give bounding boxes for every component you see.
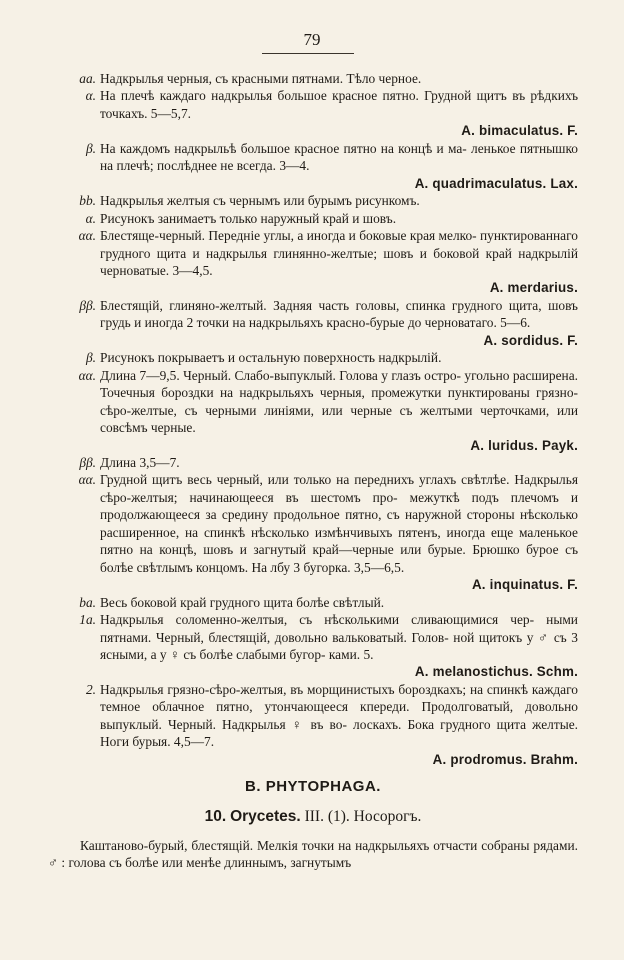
entry-line: промежутки пунктированы грязно-сѣро-желтые, съ черными линіями, [100, 385, 578, 418]
entry-marker: β. [85, 140, 96, 156]
entry-line: съ болѣе свѣтлымъ концомъ. На лбу 3 бугорка. 3,5—6,5. [100, 542, 578, 575]
key-entry [48, 70, 578, 87]
description-line: собраны рядами. ♂ : голова съ болѣе или менѣе длиннымъ, загнутымъ [48, 838, 578, 871]
key-entry [48, 349, 578, 366]
entry-line: ленькое пятнышко на плечѣ; послѣднее не всегда. 3—4. [100, 140, 579, 174]
species-name [100, 751, 578, 768]
key-entry [48, 454, 578, 471]
entry-line: Весь боковой край грудного щита болѣе свѣтлый. [100, 594, 385, 610]
entry-line: въ рѣдкихъ точкахъ. 5—5,7. [100, 88, 578, 121]
species-name [100, 279, 578, 296]
entry-line: или черные съ желтыми черточками, или совсѣмъ черные. [100, 402, 578, 436]
genus-rest: III. (1). Носорогъ. [304, 807, 422, 825]
entry-marker: ββ. [79, 454, 96, 470]
section-title: B. PHYTOPHAGA. [245, 778, 381, 796]
entry-line: нѣсколько измѣнчивыхъ пятенъ, иногда еще маленькое пятно на [100, 524, 578, 558]
species-label: A. luridus. Payk. [470, 437, 578, 453]
entry-text [100, 227, 578, 279]
entry-text [100, 681, 578, 751]
species-label: A. quadrimaculatus. Lax. [414, 175, 578, 191]
genus-name: Orycetes. [230, 807, 301, 825]
entry-line: до черноватаго. 5—6. [407, 315, 531, 331]
entry-line: Блестящій, глиняно-желтый. Задняя часть головы, спинка грудного [100, 297, 503, 313]
entry-marker: α. [85, 88, 96, 104]
entry-line: пятно, съ наружной стороны нѣсколько расширенное, на спинкѣ [100, 507, 578, 540]
species-name [100, 122, 578, 139]
entry-marker: α. [85, 210, 96, 226]
entry-line: концѣ, шовъ и загнутый край—черные или бурые. Брюшко бурое [159, 542, 559, 558]
species-label: A. melanostichus. Schm. [414, 664, 578, 680]
entry-line: Рисунокъ занимаетъ только наружный край и шовъ. [100, 210, 397, 226]
key-entry [48, 87, 578, 139]
entry-line: Рисунокъ покрываетъ и остальную поверхность надкрылій. [100, 350, 442, 366]
key-entry [48, 140, 578, 192]
species-label: A. sordidus. F. [483, 332, 578, 348]
entry-line: пунктированнаго грудного щита и надкрылья глинянно-желтые; шовъ [100, 228, 578, 261]
entry-marker: ββ. [79, 297, 96, 313]
entry-line: Продолговатый, довольно выпуклый. Черный. Надкрылья ♀ въ во- [100, 699, 578, 732]
entry-marker: αα. [78, 472, 96, 488]
entry-text [100, 140, 578, 175]
entry-line: Надкрылья желтыя съ чернымъ или бурымъ рисункомъ. [100, 193, 420, 209]
key-entries [48, 70, 578, 768]
genus-description [48, 837, 578, 872]
entry-line: Надкрылья грязно-сѣро-желтыя, въ морщинистыхъ бороздкахъ; на [100, 681, 484, 697]
entry-text [100, 367, 578, 437]
entry-line: ными пятнами. Черный, блестящій, довольно вальковатый. Голов- [100, 612, 578, 645]
entry-line: Грудной щитъ весь черный, или только на переднихъ углахъ [100, 472, 457, 488]
page-number-rule [262, 53, 354, 54]
entry-line: На плечѣ каждаго надкрылья большое красное пятно. Грудной щитъ [100, 88, 507, 104]
entry-text [100, 192, 578, 209]
key-entry [48, 681, 578, 768]
entry-line: щита, шовъ грудь и иногда 2 точки на надкрыльяхъ красно-бурые [100, 297, 578, 331]
entry-line: Блестяще-черный. Передніе углы, а иногда и боковые края мелко- [100, 228, 477, 244]
species-name [100, 175, 578, 192]
entry-text [100, 454, 578, 471]
genus-heading [48, 808, 578, 825]
entry-marker: bа. [79, 594, 96, 610]
species-name [100, 663, 578, 680]
species-label: A. merdarius. [489, 280, 578, 296]
entry-line: Длина 3,5—7. [100, 454, 180, 470]
entry-line: спинкѣ каждаго темное облачное пятно, утончающееся кпереди. [100, 681, 578, 715]
entry-text [100, 87, 578, 122]
key-entry [48, 611, 578, 681]
description-line: Каштаново-бурый, блестящій. Мелкія точки на надкрыльяхъ отчасти [80, 838, 478, 854]
entry-text [100, 349, 578, 366]
key-entry [48, 471, 578, 593]
entry-line: Надкрылья соломенно-желтыя, съ нѣсколькими сливающимися чер- [100, 612, 535, 628]
key-entry [48, 192, 578, 209]
species-name [100, 437, 578, 454]
key-text [48, 70, 578, 872]
page-number: 79 [303, 30, 321, 49]
species-name [100, 332, 578, 349]
entry-line: ной щитокъ у ♂ съ 3 ясными, а у ♀ съ болѣе слабыми бугор- [100, 629, 578, 662]
entry-marker: αα. [78, 367, 96, 383]
entry-line: ками. 5. [328, 646, 374, 662]
entry-text [100, 611, 578, 663]
entry-line: Надкрылья черныя, съ красными пятнами. Тѣло черное. [100, 71, 422, 86]
entry-line: Длина 7—9,5. Черный. Слабо-выпуклый. Голова у глазъ остро- [100, 367, 462, 383]
entry-marker: 1a. [79, 612, 96, 628]
entry-marker: αα. [78, 228, 96, 244]
key-entry [48, 367, 578, 454]
genus-number: 10. [204, 807, 227, 825]
entry-marker: β. [85, 350, 96, 366]
species-label: A. prodromus. Brahm. [432, 751, 578, 767]
entry-text [100, 210, 578, 227]
key-entry [48, 297, 578, 349]
entry-marker: bb. [79, 193, 96, 209]
species-label: A. inquinatus. F. [471, 577, 578, 593]
entry-line: и боковой край надкрылій черноватые. 3—4,5. [100, 245, 578, 278]
entry-marker: aa. [79, 71, 96, 86]
entry-text [100, 471, 578, 576]
entry-marker: 2. [85, 681, 96, 697]
entry-line: угольно расширена. Точечныя бороздки на надкрыльяхъ черныя, [100, 367, 579, 401]
entry-line: межуткѣ подъ плечомъ и продолжающееся за средину продольное [100, 489, 578, 523]
species-name [100, 576, 578, 593]
key-entry [48, 210, 578, 227]
entry-text [100, 594, 578, 611]
entry-text [100, 70, 578, 87]
species-label: A. bimaculatus. F. [461, 123, 578, 139]
key-entry [48, 227, 578, 297]
entry-line: На каждомъ надкрыльѣ большое красное пятно на концѣ и ма- [100, 140, 467, 156]
key-entry [48, 594, 578, 611]
entry-line: свѣтлѣе. Надкрылья сѣро-желтыя; начинающееся въ шестомъ про- [100, 472, 578, 505]
entry-text [100, 297, 578, 332]
entry-line: лоскахъ. Бока грудного щита желтые. Ноги бурыя. 4,5—7. [100, 716, 578, 750]
